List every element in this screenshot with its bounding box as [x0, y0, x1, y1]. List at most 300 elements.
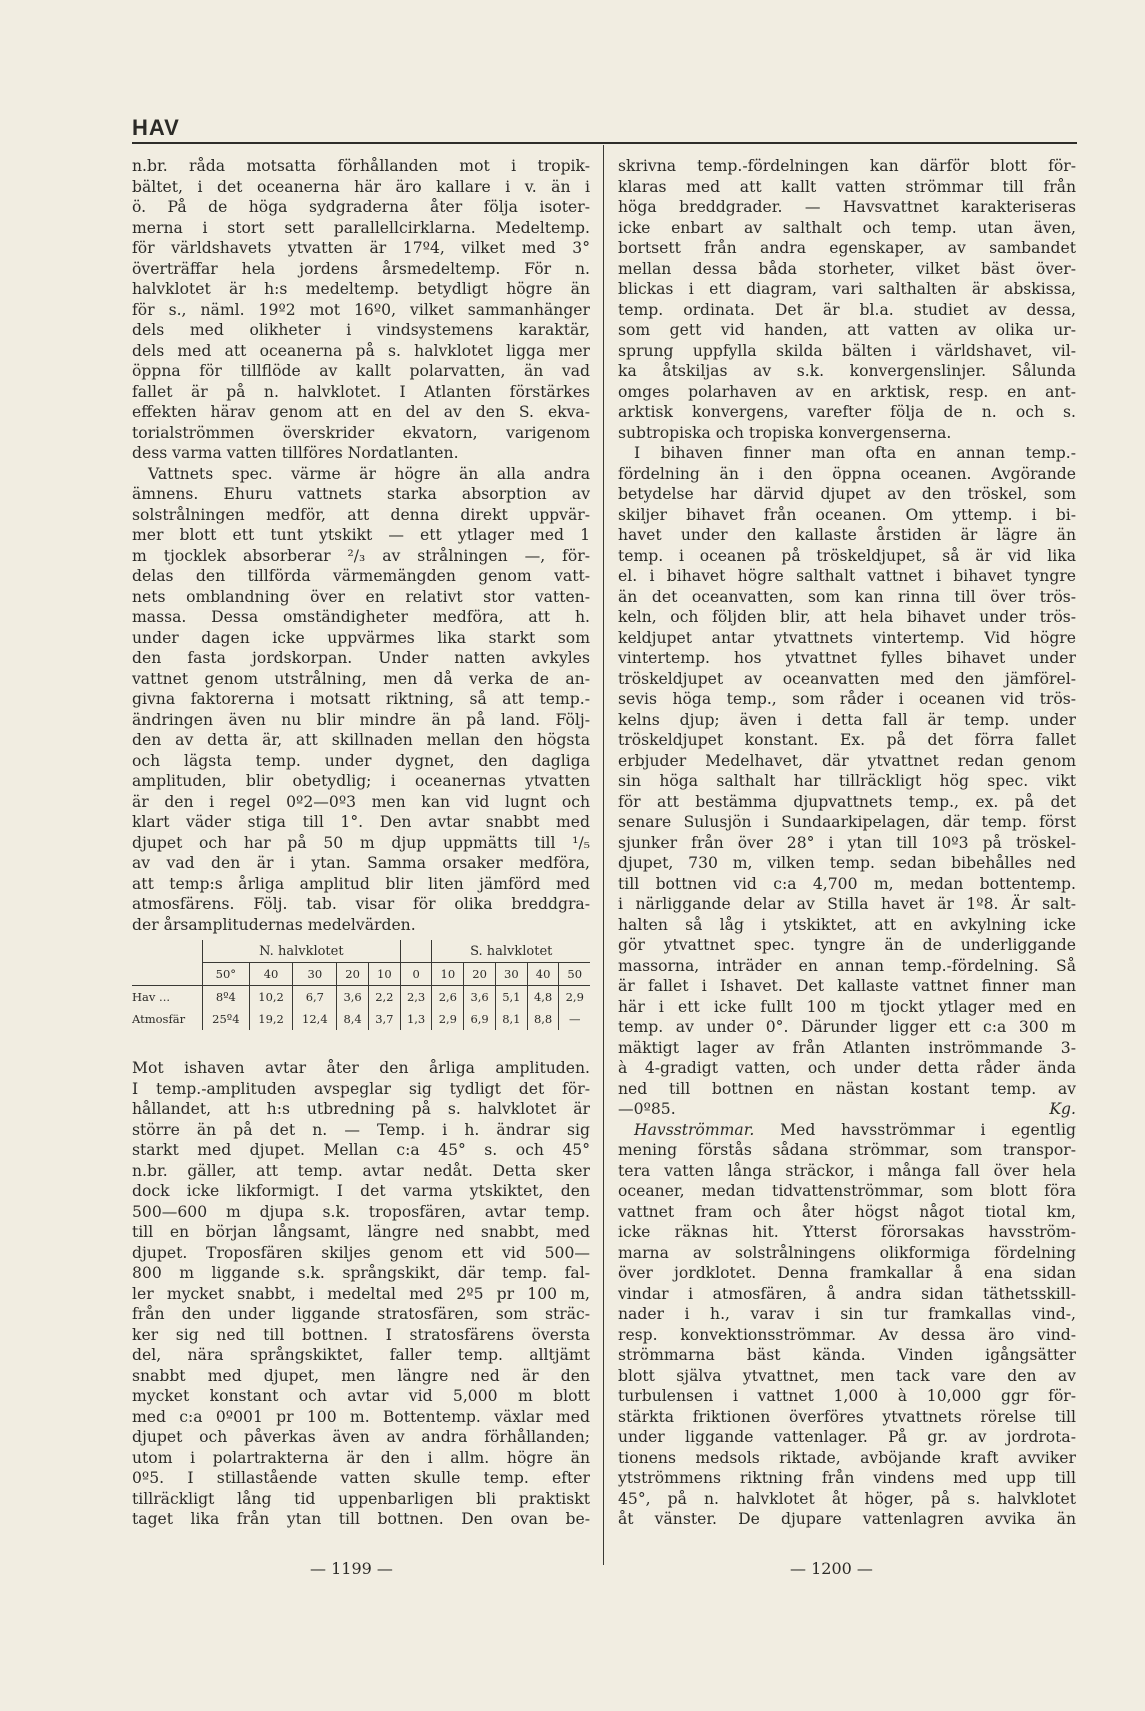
line-text: nader i h., varav i sin tur framkallas vind-,: [618, 1305, 1076, 1323]
text-line: [618, 177, 1076, 198]
text-line: [618, 751, 1076, 772]
text-line: [132, 1058, 590, 1079]
text-line: [132, 915, 590, 936]
line-text: omges polarhaven av en arktisk, resp. en ant-: [618, 382, 1076, 401]
text-line: [618, 1325, 1076, 1346]
text-line: [132, 1079, 590, 1100]
line-text: temp. ordinata. Det är bl.a. studiet av dessa,: [618, 300, 1076, 319]
line-text: och lägsta temp. under dygnet, den dagliga: [132, 751, 590, 770]
line-text: m tjocklek absorberar ²/₃ av strålningen —, för-: [132, 546, 590, 565]
text-line: [132, 1407, 590, 1428]
text-line: [132, 402, 590, 423]
line-text: icke räknas hit. Ytterst förorsakas havsström-: [618, 1223, 1076, 1241]
line-text: givna faktorerna i motsatt riktning, så att temp.-: [132, 690, 590, 708]
text-line: [618, 320, 1076, 341]
line-text: ler mycket snabbt, i medeltal med 2º5 pr 100 m,: [132, 1284, 590, 1303]
text-line: [132, 1386, 590, 1407]
text-line: [618, 259, 1076, 280]
text-line: [132, 341, 590, 362]
text-line: [618, 566, 1076, 587]
line-text: gör ytvattnet spec. tyngre än de underliggande: [618, 936, 1076, 954]
text-line: [132, 1202, 590, 1223]
line-text: ändringen även nu blir mindre än på land. Följ-: [132, 710, 590, 729]
text-line: [618, 710, 1076, 731]
line-text: strömmarna bäst kända. Vinden igångsätter: [618, 1346, 1076, 1364]
line-text: keldjupet antar ytvattnets vintertemp. Vid högre: [618, 628, 1076, 647]
text-line: [132, 1345, 590, 1366]
line-text: överträffar hela jordens årsmedeltemp. För n.: [132, 259, 590, 278]
line-text: betydelse har därvid djupet av den tröskel, som: [618, 485, 1076, 503]
table-cell: 2,9: [559, 986, 590, 1009]
header-rule: [132, 142, 1077, 144]
author-signature: Kg.: [1049, 1100, 1076, 1118]
line-text: djupet. Troposfären skiljes genom ett vid 500—: [132, 1243, 590, 1262]
line-text: nets omblandning över en relativt stor vatten-: [132, 587, 590, 606]
line-text: under liggande vattenlager. På gr. av jordrota-: [618, 1428, 1076, 1446]
line-text: tillräckligt lång tid uppenbarligen bli praktiskt: [132, 1489, 590, 1508]
line-text: vattnet genom utstrålning, men då verka de an-: [132, 669, 590, 688]
left-column-after-table: [132, 1058, 590, 1530]
text-line: [618, 1202, 1076, 1223]
line-text: bältet, i det oceanerna här äro kallare i v. än i: [132, 177, 590, 196]
line-text: är fallet i Ishavet. Det kallaste vattnet finner man: [618, 977, 1076, 995]
table-cell: 8,1: [495, 1008, 527, 1030]
text-line: [618, 1243, 1076, 1264]
text-line: [618, 300, 1076, 321]
table-row: [132, 1008, 590, 1030]
text-line: [618, 1345, 1076, 1366]
text-line: [132, 423, 590, 444]
text-line: [618, 853, 1076, 874]
text-line: [132, 156, 590, 177]
text-line: [132, 300, 590, 321]
text-line: [618, 546, 1076, 567]
line-text: amplituden, blir obetydlig; i oceanernas ytvatten: [132, 772, 590, 790]
line-text: icke enbart av salthalt och temp. utan även,: [618, 218, 1076, 237]
line-text: halvklotet är h:s medeltemp. betydligt högre än: [132, 280, 590, 298]
text-line: [132, 1489, 590, 1510]
table-cell: 1,3: [400, 1008, 432, 1030]
text-line: [618, 874, 1076, 895]
line-text: tröskeldjupet av oceanvatten med den jämförel-: [618, 669, 1076, 688]
text-line: [618, 1263, 1076, 1284]
table-cell: 12,4: [293, 1008, 337, 1030]
text-line: [618, 648, 1076, 669]
line-text: med c:a 0º001 pr 100 m. Bottentemp. växlar med: [132, 1407, 590, 1426]
line-text: tröskeldjupet konstant. Ex. på det förra fallet: [618, 731, 1076, 749]
text-line: [618, 279, 1076, 300]
line-text: än det oceanvatten, som kan rinna till över trös-: [618, 587, 1076, 606]
line-text: arktisk konvergens, varefter följa de n. och s.: [618, 403, 1076, 421]
table-cell: 2,6: [432, 986, 464, 1009]
text-line: [132, 566, 590, 587]
text-line: [618, 1038, 1076, 1059]
text-line: [618, 833, 1076, 854]
line-text: senare Sulusjön i Sundaarkipelagen, där temp. först: [618, 813, 1076, 831]
line-text: blott själva ytvattnet, men tack vare den av: [618, 1366, 1076, 1385]
line-text: I bihaven finner man ofta en annan temp.-: [634, 444, 1076, 462]
line-text: djupet och har på 50 m djup uppmätts till ¹/₅: [132, 833, 590, 852]
line-text: ker sig ned till bottnen. I stratosfärens översta: [132, 1325, 590, 1344]
line-text: delas den tillförda värmemängden genom vatt-: [132, 567, 590, 585]
text-line: [618, 607, 1076, 628]
text-line: [132, 1263, 590, 1284]
line-text: torialströmmen överskrider ekvatorn, varigenom: [132, 423, 590, 442]
text-line: [618, 382, 1076, 403]
line-text: djupet, 730 m, vilken temp. sedan bibehålles ned: [618, 854, 1076, 872]
line-text: erbjuder Medelhavet, där ytvattnet redan genom: [618, 751, 1076, 770]
running-head: HAV: [132, 115, 180, 140]
text-line: [132, 874, 590, 895]
text-line: [618, 1489, 1076, 1510]
table-cell: 5,1: [495, 986, 527, 1009]
line-text: till bottnen vid c:a 4,700 m, medan bottentemp.: [618, 874, 1076, 893]
table-group-north: N. halvklotet: [203, 940, 401, 963]
line-text: tionens medsols riktade, avböjande kraft avviker: [618, 1448, 1076, 1467]
line-text: sevis höga temp., som råder i oceanen vid trös-: [618, 690, 1076, 708]
right-column: [618, 156, 1076, 1530]
line-text: ned till bottnen en nästan kostant temp. av: [618, 1079, 1076, 1098]
line-text: atmosfärens. Följ. tab. visar för olika breddgra-: [132, 895, 590, 913]
text-line: [618, 894, 1076, 915]
table-cell: 6,7: [293, 986, 337, 1009]
line-text: I temp.-amplituden avspeglar sig tydligt det för-: [132, 1079, 590, 1098]
text-line: [132, 1140, 590, 1161]
line-text: sprung uppfylla skilda bälten i världshavet, vil-: [618, 341, 1076, 360]
line-text: n.br. råda motsatta förhållanden mot i tropik-: [132, 157, 590, 175]
table-latitude: 30: [495, 963, 527, 986]
line-text: massorna, inträder en annan temp.-fördelning. Så: [618, 956, 1076, 975]
text-line: [132, 1161, 590, 1182]
section-heading: Havsströmmar.: [634, 1120, 755, 1139]
line-text: subtropiska och tropiska konvergenserna.: [618, 423, 952, 442]
line-text: hållandet, att h:s utbredning på s. halvklotet är: [132, 1100, 590, 1118]
line-text: mer blott ett tunt ytskikt — ett ytlager med 1: [132, 526, 590, 544]
column-divider: [603, 145, 604, 1565]
text-line: [618, 1099, 1076, 1120]
line-text: åt vänster. De djupare vattenlagren avvika än: [618, 1510, 1076, 1528]
table-row-label: Hav ...: [132, 986, 203, 1009]
text-line: [132, 177, 590, 198]
table-latitude: 50°: [203, 963, 250, 986]
text-line: [618, 935, 1076, 956]
text-line: [132, 1099, 590, 1120]
line-text: 500—600 m djupa s.k. troposfären, avtar temp.: [132, 1202, 590, 1221]
text-line: [618, 1386, 1076, 1407]
text-line: [618, 1366, 1076, 1387]
line-text: fördelning än i den öppna oceanen. Avgörande: [618, 464, 1076, 483]
line-text: n.br. gäller, att temp. avtar nedåt. Detta sker: [132, 1161, 590, 1180]
text-line: [618, 443, 1076, 464]
line-text: havet under den kallaste årstiden är lägre än: [618, 526, 1076, 544]
text-line: [132, 628, 590, 649]
text-line: [132, 812, 590, 833]
line-text: blickas i ett diagram, vari salthalten är abskissa,: [618, 280, 1076, 298]
text-line: [618, 1448, 1076, 1469]
text-line: [618, 1058, 1076, 1079]
text-line: [132, 833, 590, 854]
line-text: under dagen icke uppvärmes lika starkt som: [132, 628, 590, 647]
table-group-south: S. halvklotet: [432, 940, 590, 963]
table-latitude: 40: [249, 963, 293, 986]
table-cell: 10,2: [249, 986, 293, 1009]
page-number-left: — 1199 —: [310, 1559, 393, 1578]
text-line: [618, 402, 1076, 423]
table-cell: 8,8: [527, 1008, 559, 1030]
line-text: dock icke likformigt. I det varma ytskiktet, den: [132, 1182, 590, 1200]
line-text: ka åtskiljas av s.k. konvergenslinjer. Sålunda: [618, 362, 1076, 380]
line-text: dess varma vatten tillföres Nordatlanten.: [132, 444, 459, 462]
line-text: fallet är på n. halvklotet. I Atlanten förstärkes: [132, 382, 590, 401]
text-line: [132, 853, 590, 874]
line-text: resp. konvektionsströmmar. Av dessa äro vind-: [618, 1325, 1076, 1344]
line-text: del, nära språngskiktet, faller temp. alltjämt: [132, 1346, 590, 1364]
line-text: snabbt med djupet, men längre ned är den: [132, 1366, 590, 1385]
line-text: turbulensen i vattnet 1,000 à 10,000 ggr för-: [618, 1387, 1076, 1405]
table-cell: 19,2: [249, 1008, 293, 1030]
line-text: klaras med att kallt vatten strömmar till från: [618, 177, 1076, 196]
table-latitude: 50: [559, 963, 590, 986]
text-line: [618, 1284, 1076, 1305]
text-line: [132, 1366, 590, 1387]
line-text: höga breddgrader. — Havsvattnet karakteriseras: [618, 198, 1076, 216]
line-text: som gett vid handen, att vatten av olika ur-: [618, 321, 1076, 339]
text-line: [132, 587, 590, 608]
text-line: [618, 976, 1076, 997]
line-text: halten så låg i ytskiktet, att en avkylning icke: [618, 915, 1076, 934]
text-line: [618, 1304, 1076, 1325]
line-text: av vad den är i ytan. Samma orsaker medföra,: [132, 854, 590, 872]
table-cell: 4,8: [527, 986, 559, 1009]
table-cell: 3,6: [337, 986, 369, 1009]
line-text: 45°, på n. halvklotet åt höger, på s. halvklotet: [618, 1489, 1076, 1508]
line-text: den fasta jordskorpan. Under natten avkyles: [132, 649, 590, 667]
line-text: klart väder stiga till 1°. Den avtar snabbt med: [132, 813, 590, 831]
text-line: [132, 259, 590, 280]
table-cell: 3,7: [368, 1008, 400, 1030]
text-line: [132, 1448, 590, 1469]
text-line: [618, 628, 1076, 649]
text-line: Havsströmmar. Med havsströmmar i egentlig: [634, 1120, 1076, 1139]
text-line: [618, 1222, 1076, 1243]
text-line: [132, 1427, 590, 1448]
line-text: vindar i atmosfären, å andra sidan täthetsskill-: [618, 1284, 1076, 1303]
line-text: marna av solstrålningens olikformiga fördelning: [618, 1243, 1076, 1262]
table-latitude: 20: [337, 963, 369, 986]
line-text: temp. av under 0°. Därunder ligger ett c:a 300 m: [618, 1018, 1076, 1036]
table-cell: —: [559, 1008, 590, 1030]
text-line: [618, 525, 1076, 546]
text-line: [132, 525, 590, 546]
text-line: [618, 1161, 1076, 1182]
line-text: der årsamplitudernas medelvärden.: [132, 915, 416, 934]
line-text: effekten härav genom att en del av den S. ekva-: [132, 403, 590, 421]
line-text: tera vatten långa sträckor, i många fall över hela: [618, 1161, 1076, 1180]
text-line: [618, 689, 1076, 710]
text-line: [132, 792, 590, 813]
line-text: el. i bihavet högre salthalt vattnet i bihavet tyngre: [618, 567, 1076, 585]
line-text: 0º5. I stillastående vatten skulle temp. efter: [132, 1469, 590, 1487]
line-text: större än på det n. — Temp. i h. ändrar sig: [132, 1120, 590, 1139]
page-number-right: — 1200 —: [790, 1559, 873, 1578]
table-row-label: Atmosfär: [132, 1008, 203, 1030]
text-line: [132, 894, 590, 915]
text-line: [132, 1222, 590, 1243]
text-line: [132, 197, 590, 218]
text-line: [618, 1140, 1076, 1161]
line-text: över jordklotet. Denna framkallar å ena sidan: [618, 1264, 1076, 1282]
text-line: [618, 997, 1076, 1018]
text-line: [132, 771, 590, 792]
line-text: djupet och påverkas även av andra förhållanden;: [132, 1428, 590, 1446]
line-text: à 4-gradigt vatten, och under detta råder ända: [618, 1059, 1076, 1077]
text-line: [618, 587, 1076, 608]
line-text: i närliggande delar av Stilla havet är 1º8. Är salt-: [618, 895, 1076, 913]
line-text: öppna för tillflöde av kallt polarvatten, än vad: [132, 362, 590, 380]
line-text: mening förstås sådana strömmar, som transpor-: [618, 1141, 1076, 1159]
text-line: [132, 238, 590, 259]
text-line: [618, 1181, 1076, 1202]
text-line: [618, 812, 1076, 833]
line-text: sin höga salthalt har tillräckligt hög spec. vikt: [618, 772, 1076, 790]
text-line: [618, 197, 1076, 218]
text-line: [618, 792, 1076, 813]
text-line: [618, 1079, 1076, 1100]
table-latitude: 0: [400, 963, 432, 986]
line-text: stärkta friktionen överföres ytvattnets rörelse till: [618, 1407, 1076, 1426]
line-text: starkt med djupet. Mellan c:a 45° s. och 45°: [132, 1141, 590, 1159]
table-cell: 8,4: [337, 1008, 369, 1030]
text-line: [618, 505, 1076, 526]
line-text: dels med att oceanerna på s. halvklotet ligga mer: [132, 341, 590, 360]
table-cell: 2,2: [368, 986, 400, 1009]
line-text: mäktigt lager av från Atlanten inströmmande 3-: [618, 1038, 1076, 1057]
table-latitude: 40: [527, 963, 559, 986]
line-text: utom i polartrakterna är den i allm. högre än: [132, 1448, 590, 1467]
table-latitude: 10: [432, 963, 464, 986]
line-text: för att bestämma djupvattnets temp., ex. på det: [618, 792, 1076, 811]
text-line: [132, 1120, 590, 1141]
line-text: från den under liggande stratosfären, som sträc-: [132, 1305, 590, 1323]
text-line: [132, 505, 590, 526]
line-text: merna i stort sett parallellcirklarna. Medeltemp.: [132, 218, 590, 237]
line-text: bortsett från andra egenskaper, av sambandet: [618, 239, 1076, 257]
line-text: taget lika från ytan till bottnen. Den ovan be-: [132, 1510, 590, 1528]
line-text: massa. Dessa omständigheter medföra, att h.: [132, 608, 590, 626]
line-text: 800 m liggande s.k. språngskikt, där temp. fal-: [132, 1264, 590, 1282]
text-line: [132, 1509, 590, 1530]
table-row: [132, 986, 590, 1009]
line-text: är den i regel 0º2—0º3 men kan vid lugnt och: [132, 792, 590, 811]
table-cell: 6,9: [464, 1008, 496, 1030]
text-line: [132, 1181, 590, 1202]
line-text: dels med olikheter i vindsystemens karaktär,: [132, 321, 590, 339]
line-text: för världshavets ytvatten är 17º4, vilket med 3°: [132, 239, 590, 257]
text-line: [132, 218, 590, 239]
text-line: [132, 484, 590, 505]
line-text: vattnet fram och åter högst något tiotal km,: [618, 1202, 1076, 1221]
text-line: [618, 915, 1076, 936]
line-text: temp. i oceanen på tröskeldjupet, så är vid lika: [618, 546, 1076, 565]
text-line: [618, 771, 1076, 792]
line-text: Vattnets spec. värme är högre än alla andra: [148, 464, 590, 483]
line-text: oceaner, medan tidvattenströmmar, som blott föra: [618, 1182, 1076, 1200]
table-latitude: 10: [368, 963, 400, 986]
text-line: [132, 279, 590, 300]
text-line: [618, 218, 1076, 239]
text-line: [132, 607, 590, 628]
line-text: vintertemp. hos ytvattnet fylles bihavet under: [618, 649, 1076, 667]
text-line: [618, 238, 1076, 259]
line-text: Mot ishaven avtar åter den årliga amplituden.: [132, 1059, 590, 1077]
line-text: den av detta är, att skillnaden mellan den högsta: [132, 731, 590, 749]
text-line: [132, 689, 590, 710]
table-cell: 3,6: [464, 986, 496, 1009]
line-text: till en början långsamt, längre ned snabbt, med: [132, 1223, 590, 1241]
text-line: [132, 1243, 590, 1264]
text-line: [132, 1284, 590, 1305]
line-text: för s., näml. 19º2 mot 16º0, vilket sammanhänger: [132, 300, 590, 319]
line-text: solstrålningen medför, att denna direkt uppvär-: [132, 505, 590, 524]
text-line: [618, 730, 1076, 751]
text-line: [618, 956, 1076, 977]
line-text: skiljer bihavet från oceanen. Om yttemp. i bi-: [618, 505, 1076, 524]
text-line: [618, 1427, 1076, 1448]
text-line: [618, 1017, 1076, 1038]
left-column: [132, 156, 590, 935]
text-line: [618, 669, 1076, 690]
line-text: mycket konstant och avtar vid 5,000 m blott: [132, 1387, 590, 1405]
line-text: ö. På de höga sydgraderna åter följa isoter-: [132, 198, 590, 216]
text-line: [132, 669, 590, 690]
text-line: [132, 361, 590, 382]
line-text: att temp:s årliga amplitud blir liten jämförd med: [132, 874, 590, 893]
text-line: [618, 1509, 1076, 1530]
text-line: [132, 320, 590, 341]
text-line: [132, 443, 590, 464]
text-line: [618, 484, 1076, 505]
line-text: ämnens. Ehuru vattnets starka absorption av: [132, 485, 590, 503]
text-line: [132, 1468, 590, 1489]
line-text: kelns djup; även i detta fall är temp. under: [618, 710, 1076, 729]
line-text: mellan dessa båda storheter, vilket bäst över-: [618, 259, 1076, 278]
table-cell: 2,9: [432, 1008, 464, 1030]
table-cell: 8º4: [215, 990, 236, 1004]
text-line: [618, 156, 1076, 177]
line-text: —0º85.: [618, 1100, 676, 1118]
table-latitude: 30: [293, 963, 337, 986]
text-line: [132, 1304, 590, 1325]
text-line: [618, 341, 1076, 362]
text-line: [132, 546, 590, 567]
text-line: [618, 1407, 1076, 1428]
text-line: [132, 648, 590, 669]
table-cell: 2,3: [400, 986, 432, 1009]
text-line: [132, 464, 590, 485]
line-text: keln, och följden blir, att hela bihavet under trös-: [618, 608, 1076, 626]
table-latitude: 20: [464, 963, 496, 986]
text-line: [132, 1325, 590, 1346]
line-text: här i ett icke fullt 100 m tjockt ytlager med en: [618, 997, 1076, 1016]
text-line: [618, 361, 1076, 382]
line-text: skrivna temp.-fördelningen kan därför blott för-: [618, 157, 1076, 175]
line-text: ytströmmens riktning från vindens med upp till: [618, 1469, 1076, 1487]
text-line: [618, 1468, 1076, 1489]
amplitude-table: [132, 940, 590, 1060]
text-line: [132, 382, 590, 403]
text-line: [132, 730, 590, 751]
text-line: [132, 751, 590, 772]
